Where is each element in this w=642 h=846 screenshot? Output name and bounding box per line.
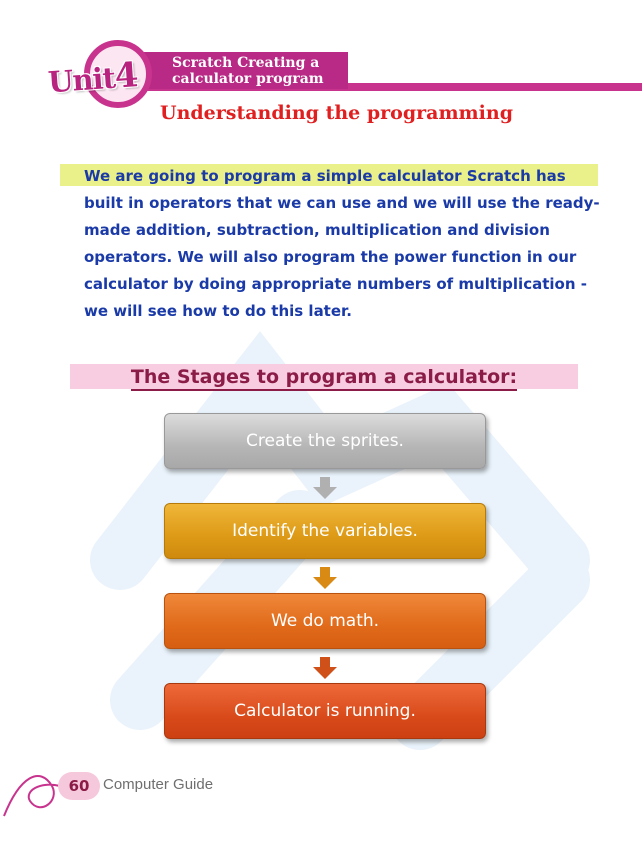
page-number: 60 [58, 772, 100, 800]
unit-badge [47, 55, 146, 102]
unit-prefix: Unit [47, 60, 117, 100]
stages-heading [70, 363, 578, 391]
stage-step-2: Identify the variables. [164, 503, 486, 559]
stage-step-3: We do math. [164, 593, 486, 649]
down-arrow-icon [313, 657, 337, 679]
down-arrow-icon [313, 567, 337, 589]
chapter-title-line2: calculator program [172, 71, 324, 87]
stage-step-1: Create the sprites. [164, 413, 486, 469]
section-subtitle: Understanding the programming [160, 102, 513, 124]
unit-number: 4 [113, 55, 139, 97]
footer-label: Computer Guide [103, 776, 214, 793]
down-arrow-icon [313, 477, 337, 499]
stage-step-4: Calculator is running. [164, 683, 486, 739]
chapter-title-tab [140, 52, 348, 89]
stages-heading-text: The Stages to program a calculator: [131, 366, 517, 391]
intro-paragraph: We are going to program a simple calculator Scratch has built in operators that we can use and we will use the ready-made addition, subtraction, multiplication and division operators. We will also program the power function in our calculator by doing appropriate numbers of multiplication - we will see how to do this later. [84, 167, 600, 320]
chapter-title-line1: Scratch Creating a [172, 55, 320, 71]
